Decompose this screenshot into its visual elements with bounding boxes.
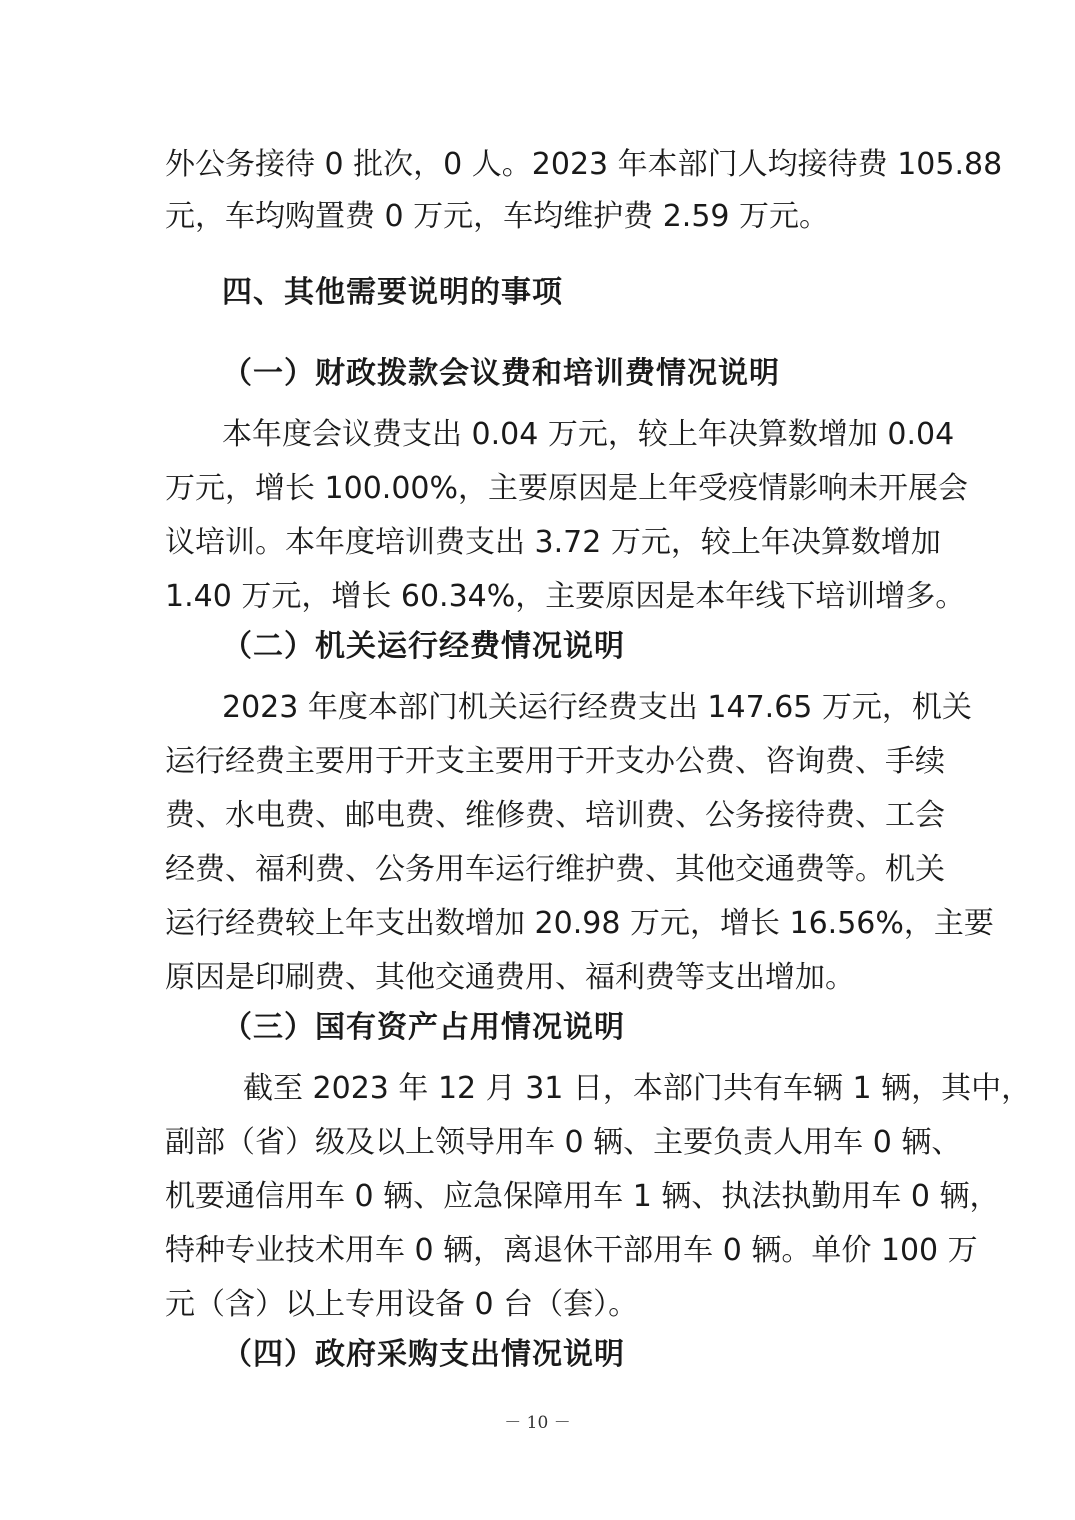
paragraph-line: 经费、福利费、公务用车运行维护费、其他交通费等。机关	[165, 852, 945, 887]
subsection-heading: （四）政府采购支出情况说明	[222, 1337, 625, 1372]
subsection-heading: （二）机关运行经费情况说明	[222, 629, 625, 664]
paragraph-line: 元（含）以上专用设备 0 台（套）。	[165, 1287, 639, 1322]
paragraph-line: 机要通信用车 0 辆、应急保障用车 1 辆、执法执勤用车 0 辆，	[165, 1179, 1000, 1214]
section-heading: 四、其他需要说明的事项	[222, 275, 563, 310]
paragraph-line: 运行经费较上年支出数增加 20.98 万元，增长 16.56%，主要	[165, 906, 994, 941]
paragraph-line: 费、水电费、邮电费、维修费、培训费、公务接待费、工会	[165, 798, 945, 833]
paragraph-line: 副部（省）级及以上领导用车 0 辆、主要负责人用车 0 辆、	[165, 1125, 962, 1160]
paragraph-line: 议培训。本年度培训费支出 3.72 万元，较上年决算数增加	[165, 525, 941, 560]
subsection-heading: （一）财政拨款会议费和培训费情况说明	[222, 356, 780, 391]
paragraph-line: 特种专业技术用车 0 辆，离退休干部用车 0 辆。单价 100 万	[165, 1233, 978, 1268]
paragraph-line: 万元，增长 100.00%，主要原因是上年受疫情影响未开展会	[165, 471, 969, 506]
paragraph-line: 本年度会议费支出 0.04 万元，较上年决算数增加 0.04	[222, 417, 955, 452]
subsection-heading: （三）国有资产占用情况说明	[222, 1010, 625, 1045]
page-number: － 10 －	[504, 1413, 571, 1433]
paragraph-line: 外公务接待 0 批次，0 人。2023 年本部门人均接待费 105.88	[165, 147, 1003, 182]
paragraph-line: 截至 2023 年 12 月 31 日，本部门共有车辆 1 辆，其中，	[243, 1071, 1032, 1106]
paragraph-line: 元，车均购置费 0 万元，车均维护费 2.59 万元。	[165, 199, 830, 234]
paragraph-line: 原因是印刷费、其他交通费用、福利费等支出增加。	[165, 960, 855, 995]
paragraph-line: 2023 年度本部门机关运行经费支出 147.65 万元，机关	[222, 690, 972, 725]
paragraph-line: 运行经费主要用于开支主要用于开支办公费、咨询费、手续	[165, 744, 945, 779]
paragraph-line: 1.40 万元，增长 60.34%，主要原因是本年线下培训增多。	[165, 579, 966, 614]
